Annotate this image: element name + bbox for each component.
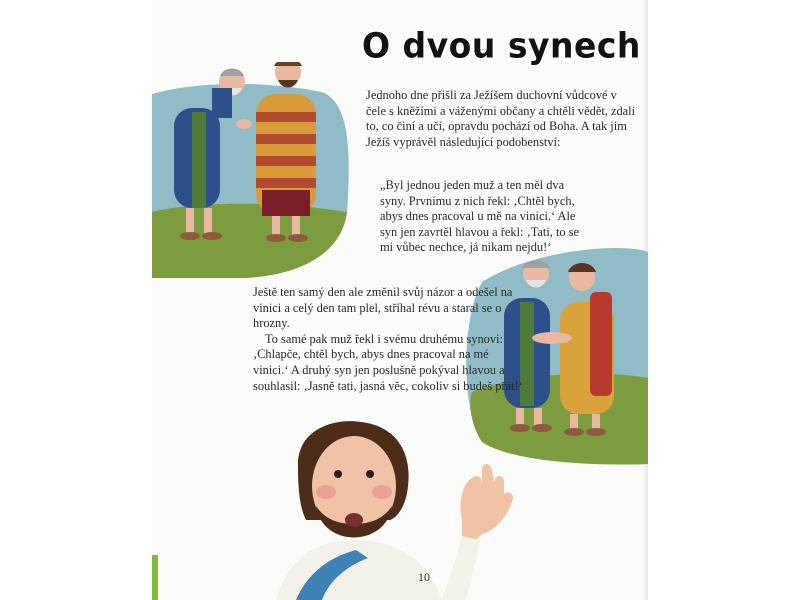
- page-title: O dvou synech: [362, 25, 641, 66]
- parable-quote-paragraph: „Byl jednou jeden muž a ten měl dva syny. Prvnímu z nich řekl: ‚Chtěl bych, abys dnes pracoval u mě na vinici.‘ Ale syn jen zavrtěl hlavou a řekl: ‚Tati, to se mi vůbec nechce, já nikam nejdu!‘: [380, 178, 580, 255]
- story-paragraph-second: To samé pak muž řekl i svému druhému synovi: ‚Chlapče, chtěl bych, abys dnes pracoval na mé vinici.‘ A druhý syn jen poslušně pokýval hlavou a souhlasil: ‚Jasně tati, jasná věc, cokoliv si budeš přát!‘: [253, 331, 523, 393]
- jesus-speaking-illustration: [236, 408, 566, 600]
- story-paragraph: [253, 285, 523, 394]
- story-paragraph-first: Ještě ten samý den ale změnil svůj názor a odešel na vinici a celý den tam plel, stříhal révu a staral se o hrozny.: [253, 285, 513, 331]
- grass-strip-decoration: [152, 555, 158, 600]
- page-number: 10: [418, 570, 430, 584]
- book-page: [152, 0, 648, 600]
- intro-paragraph: Jednoho dne přišli za Ježíšem duchovní vůdcové v čele s kněžími a váženými občany a chtěli vědět, zdali to, co činí a učí, opravdu pochází od Boha. A tak jim Ježíš vyprávěl následující podobenství:: [366, 88, 636, 149]
- father-and-first-son-illustration: [152, 62, 352, 280]
